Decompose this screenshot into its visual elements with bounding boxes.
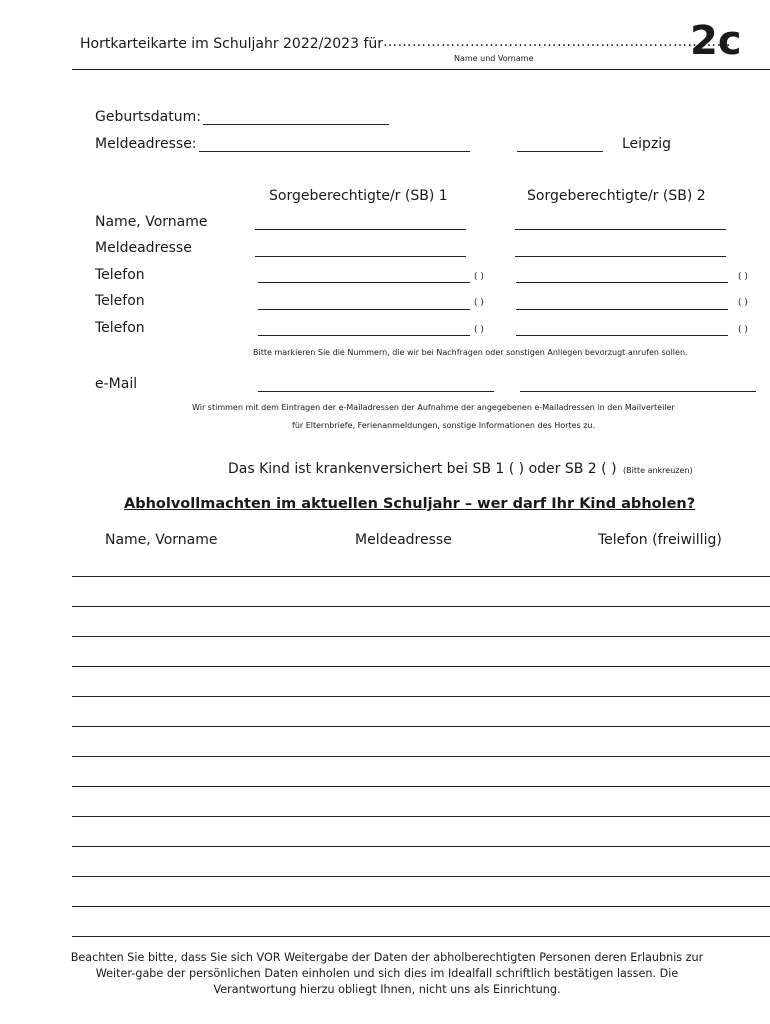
class-badge: 2c	[690, 18, 742, 64]
pickup-row-line[interactable]	[72, 636, 770, 637]
email-label: e-Mail	[95, 376, 138, 392]
pickup-row-line[interactable]	[72, 786, 770, 787]
row-label-address: Meldeadresse	[95, 240, 192, 256]
name-dotted-field[interactable]: ………………………………………………………………	[383, 34, 731, 50]
pickup-row-line[interactable]	[72, 726, 770, 727]
birthdate-field[interactable]	[203, 124, 389, 125]
col-header-address: Meldeadresse	[355, 532, 452, 548]
name-caption: Name und Vorname	[454, 54, 534, 63]
sb1-phone3-field[interactable]	[258, 335, 470, 336]
col-header-name: Name, Vorname	[105, 532, 218, 548]
email-note-line-1: Wir stimmen mit dem Eintragen der e-Mailadressen der Aufnahme der angegebenen e-Mailadressen in den Mailverteiler	[192, 403, 675, 412]
pickup-row-line[interactable]	[72, 906, 770, 907]
postcode-field[interactable]	[517, 151, 603, 152]
form-title: Hortkarteikarte im Schuljahr 2022/2023 für	[80, 36, 384, 52]
sb1-address-field[interactable]	[255, 256, 466, 257]
address-label: Meldeadresse:	[95, 136, 197, 152]
pickup-row-line[interactable]	[72, 576, 770, 577]
address-field[interactable]	[199, 151, 470, 152]
sb2-phone3-field[interactable]	[516, 335, 728, 336]
row-label-phone-2: Telefon	[95, 293, 145, 309]
pickup-heading: Abholvollmachten im aktuellen Schuljahr – wer darf Ihr Kind abholen?	[124, 496, 696, 512]
pickup-row-line[interactable]	[72, 876, 770, 877]
pickup-row-line[interactable]	[72, 606, 770, 607]
city-label: Leipzig	[622, 136, 672, 152]
sb1-phone2-checkbox[interactable]: ( )	[474, 298, 484, 308]
sb1-phone1-checkbox[interactable]: ( )	[474, 272, 484, 282]
birthdate-label: Geburtsdatum:	[95, 109, 201, 125]
sb1-phone1-field[interactable]	[258, 282, 470, 283]
pickup-row-line[interactable]	[72, 936, 770, 937]
sb2-phone1-field[interactable]	[516, 282, 728, 283]
col-header-phone: Telefon (freiwillig)	[598, 532, 722, 548]
sb2-email-field[interactable]	[520, 391, 756, 392]
pickup-row-line[interactable]	[72, 666, 770, 667]
phone-note: Bitte markieren Sie die Nummern, die wir bei Nachfragen oder sonstigen Anliegen bevorzugt anrufen sollen.	[253, 348, 688, 357]
sb2-name-field[interactable]	[515, 229, 726, 230]
pickup-row-line[interactable]	[72, 816, 770, 817]
sb2-phone2-checkbox[interactable]: ( )	[738, 298, 748, 308]
pickup-row-line[interactable]	[72, 846, 770, 847]
sb1-heading: Sorgeberechtigte/r (SB) 1	[269, 188, 448, 204]
insurance-text: Das Kind ist krankenversichert bei SB 1 ( ) oder SB 2 ( )	[228, 461, 617, 477]
pickup-row-line[interactable]	[72, 696, 770, 697]
sb2-phone1-checkbox[interactable]: ( )	[738, 272, 748, 282]
sb2-phone2-field[interactable]	[516, 309, 728, 310]
sb2-heading: Sorgeberechtigte/r (SB) 2	[527, 188, 706, 204]
sb1-name-field[interactable]	[255, 229, 466, 230]
sb1-phone3-checkbox[interactable]: ( )	[474, 325, 484, 335]
row-label-phone-1: Telefon	[95, 267, 145, 283]
header-rule	[72, 69, 770, 70]
row-label-name: Name, Vorname	[95, 214, 208, 230]
email-note-line-2: für Elternbriefe, Ferienanmeldungen, sonstige Informationen des Hortes zu.	[292, 421, 596, 430]
sb1-email-field[interactable]	[258, 391, 494, 392]
sb2-phone3-checkbox[interactable]: ( )	[738, 325, 748, 335]
pickup-row-line[interactable]	[72, 756, 770, 757]
sb2-address-field[interactable]	[515, 256, 726, 257]
sb1-phone2-field[interactable]	[258, 309, 470, 310]
row-label-phone-3: Telefon	[95, 320, 145, 336]
insurance-hint: (Bitte ankreuzen)	[623, 466, 693, 475]
privacy-note: Beachten Sie bitte, dass Sie sich VOR Weitergabe der Daten der abholberechtigten Personen deren Erlaubnis zur Weiter-gabe der persönlichen Daten einholen und sich dies im Idealfall schriftlich bestätigen lassen. Die Verantwortung hierzu obliegt Ihnen, nicht uns als Einrichtung.	[70, 951, 704, 996]
